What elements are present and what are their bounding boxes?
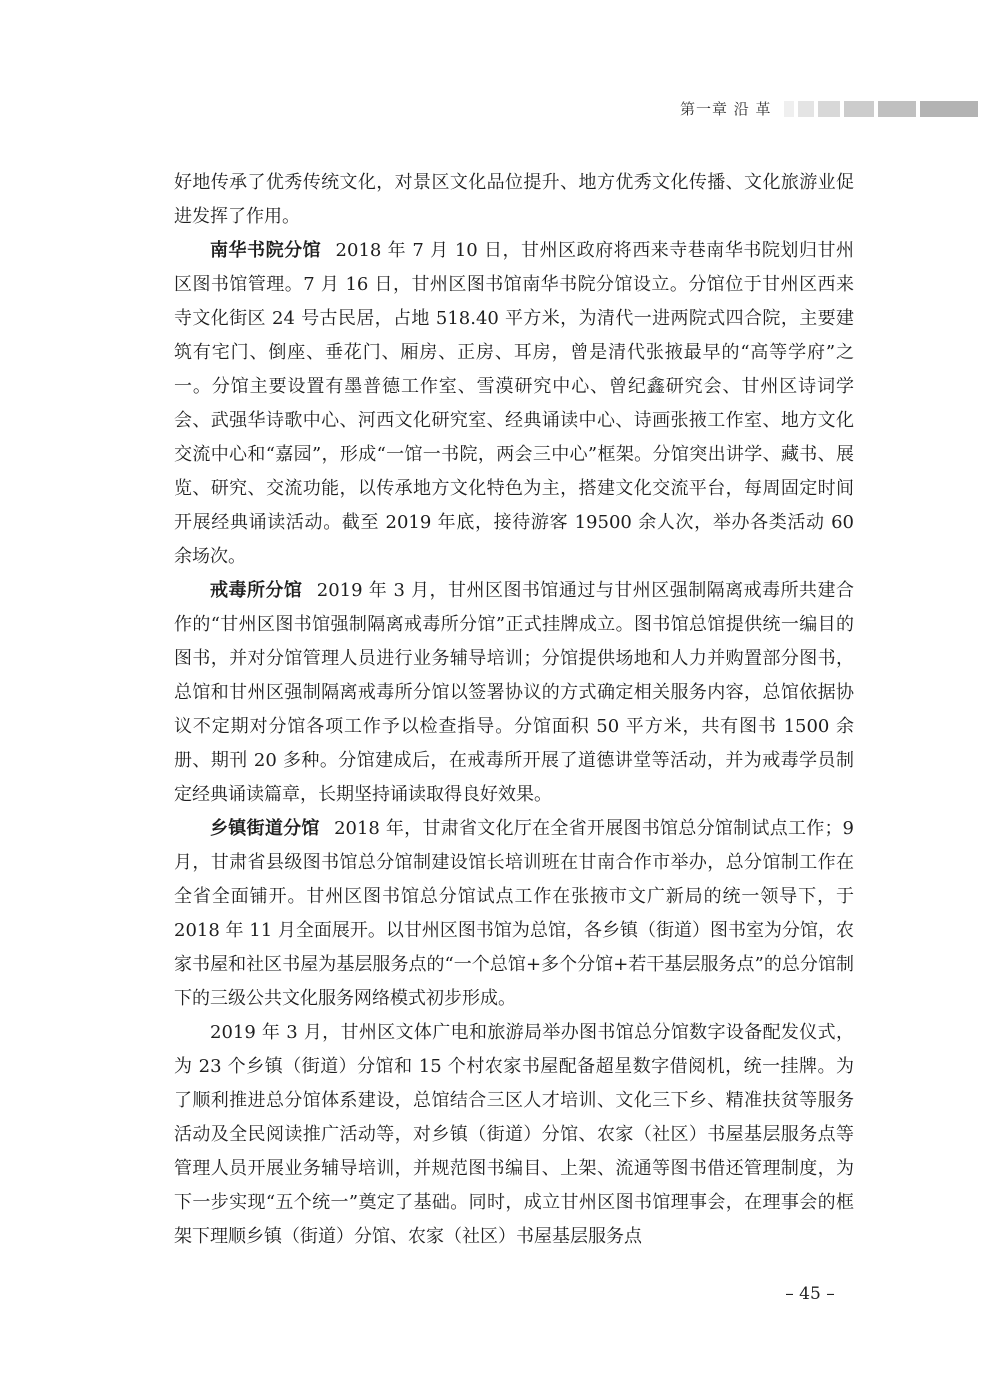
paragraph-text: 2018 年 7 月 10 日，甘州区政府将西来寺巷南华书院划归甘州区图书馆管理。7 月 16 日，甘州区图书馆南华书院分馆设立。分馆位于甘州区西来寺文化街区 24 号古民居，占地 518.40 平方米，为清代一进两院式四合院，主要建筑有宅门、倒座、垂花门、厢房、正房、耳房，曾是清代张掖最早的“高等学府”之一。分馆主要设置有墨普德工作室、雪漠研究中心、曾纪鑫研究会、甘州区诗词学会、武强华诗歌中心、河西文化研究室、经典诵读中心、诗画张掖工作室、地方文化交流中心和“嘉园”，形成“一馆一书院，两会三中心”框架。分馆突出讲学、藏书、展览、研究、交流功能，以传承地方文化特色为主，搭建文化交流平台，每周固定时间开展经典诵读活动。截至 2019 年底，接待游客 19500 余人次，举办各类活动 60 余场次。	[174, 240, 854, 567]
header-bar	[784, 101, 794, 117]
paragraph-township-branch	[174, 812, 854, 1016]
chapter-title: 第一章 沿 革	[680, 100, 772, 118]
header-bar	[878, 101, 916, 117]
header-bar	[818, 101, 840, 117]
paragraph-text: 2018 年，甘肃省文化厅在全省开展图书馆总分馆制试点工作；9 月，甘肃省县级图书馆总分馆制建设馆长培训班在甘南合作市举办，总分馆制工作在全省全面铺开。甘州区图书馆总分馆试点工作在张掖市文广新局的统一领导下，于 2018 年 11 月全面展开。以甘州区图书馆为总馆，各乡镇（街道）图书室为分馆，农家书屋和社区书屋为基层服务点的“一个总馆+多个分馆+若干基层服务点”的总分馆制下的三级公共文化服务网络模式初步形成。	[174, 818, 854, 1009]
paragraph-2019-digital: 2019 年 3 月，甘州区文体广电和旅游局举办图书馆总分馆数字设备配发仪式，为 23 个乡镇（街道）分馆和 15 个村农家书屋配备超星数字借阅机，统一挂牌。为了顺利推进总分馆体系建设，总馆结合三区人才培训、文化三下乡、精准扶贫等服务活动及全民阅读推广活动等，对乡镇（街道）分馆、农家（社区）书屋基层服务点等管理人员开展业务辅导培训，并规范图书编目、上架、流通等图书借还管理制度，为下一步实现“五个统一”奠定了基础。同时，成立甘州区图书馆理事会，在理事会的框架下理顺乡镇（街道）分馆、农家（社区）书屋基层服务点	[174, 1022, 854, 1247]
header-decoration-bars	[784, 101, 978, 117]
header-bar	[798, 101, 814, 117]
body-text	[174, 166, 854, 1254]
section-lead-rehab: 戒毒所分馆	[210, 580, 303, 601]
page-number: – 45 –	[785, 1284, 835, 1304]
paragraph-rehab-branch	[174, 574, 854, 812]
running-header	[680, 98, 978, 119]
header-bar	[920, 101, 978, 117]
section-lead-nanhua: 南华书院分馆	[210, 240, 322, 261]
header-bar	[844, 101, 874, 117]
paragraph-nanhua-branch	[174, 234, 854, 574]
section-lead-township: 乡镇街道分馆	[210, 818, 320, 839]
paragraph-text: 2019 年 3 月，甘州区图书馆通过与甘州区强制隔离戒毒所共建合作的“甘州区图书馆强制隔离戒毒所分馆”正式挂牌成立。图书馆总馆提供统一编目的图书，并对分馆管理人员进行业务辅导培训；分馆提供场地和人力并购置部分图书，总馆和甘州区强制隔离戒毒所分馆以签署协议的方式确定相关服务内容，总馆依据协议不定期对分馆各项工作予以检查指导。分馆面积 50 平方米，共有图书 1500 余册、期刊 20 多种。分馆建成后，在戒毒所开展了道德讲堂等活动，并为戒毒学员制定经典诵读篇章，长期坚持诵读取得良好效果。	[174, 580, 854, 805]
paragraph-continued: 好地传承了优秀传统文化，对景区文化品位提升、地方优秀文化传播、文化旅游业促进发挥了作用。	[174, 172, 854, 227]
